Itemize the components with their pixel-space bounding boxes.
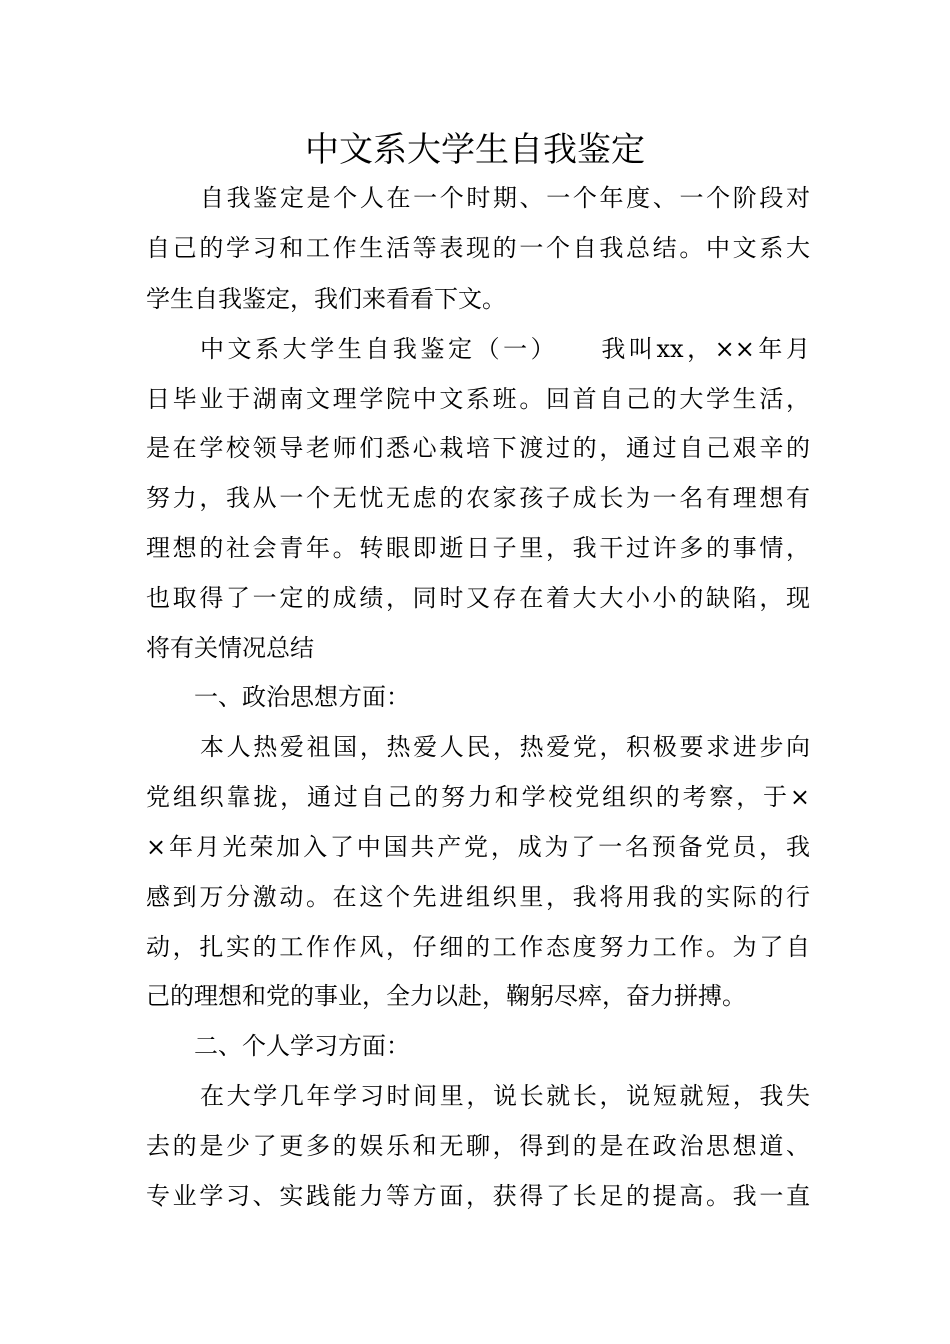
part-one-line: 日毕业于湖南文理学院中文系班。回首自己的大学生活， <box>146 385 810 413</box>
section-heading-politics: 一、政治思想方面： <box>194 683 410 711</box>
part-one-line: 也取得了一定的成绩，同时又存在着大大小小的缺陷，现 <box>146 584 810 612</box>
document-title: 中文系大学生自我鉴定 <box>305 130 645 170</box>
part-one-line: 将有关情况总结 <box>146 634 314 662</box>
section-heading-study: 二、个人学习方面： <box>194 1032 410 1060</box>
study-line: 专业学习、实践能力等方面，获得了长足的提高。我一直 <box>146 1182 810 1210</box>
politics-line: 本人热爱祖国，热爱人民，热爱党，积极要求进步向 <box>200 733 810 761</box>
politics-line: 党组织靠拢，通过自己的努力和学校党组织的考察，于× <box>146 783 810 811</box>
politics-line: 己的理想和党的事业，全力以赴，鞠躬尽瘁，奋力拼搏。 <box>146 982 746 1010</box>
part-one-line: 理想的社会青年。转眼即逝日子里，我干过许多的事情， <box>146 534 810 562</box>
politics-line: ×年月光荣加入了中国共产党，成为了一名预备党员，我 <box>146 833 810 861</box>
politics-line: 动，扎实的工作作风，仔细的工作态度努力工作。为了自 <box>146 933 810 961</box>
intro-line: 自己的学习和工作生活等表现的一个自我总结。中文系大 <box>146 234 810 262</box>
part-one-line: 是在学校领导老师们悉心栽培下渡过的，通过自己艰辛的 <box>146 434 810 462</box>
part-one-line: 中文系大学生自我鉴定（一） 我叫xx，××年月 <box>200 335 810 363</box>
part-one-line: 努力，我从一个无忧无虑的农家孩子成长为一名有理想有 <box>146 484 810 512</box>
intro-line: 自我鉴定是个人在一个时期、一个年度、一个阶段对 <box>200 184 810 212</box>
intro-line: 学生自我鉴定，我们来看看下文。 <box>146 285 506 313</box>
study-line: 去的是少了更多的娱乐和无聊，得到的是在政治思想道、 <box>146 1132 810 1160</box>
study-line: 在大学几年学习时间里，说长就长，说短就短，我失 <box>200 1082 810 1110</box>
politics-line: 感到万分激动。在这个先进组织里，我将用我的实际的行 <box>146 883 810 911</box>
